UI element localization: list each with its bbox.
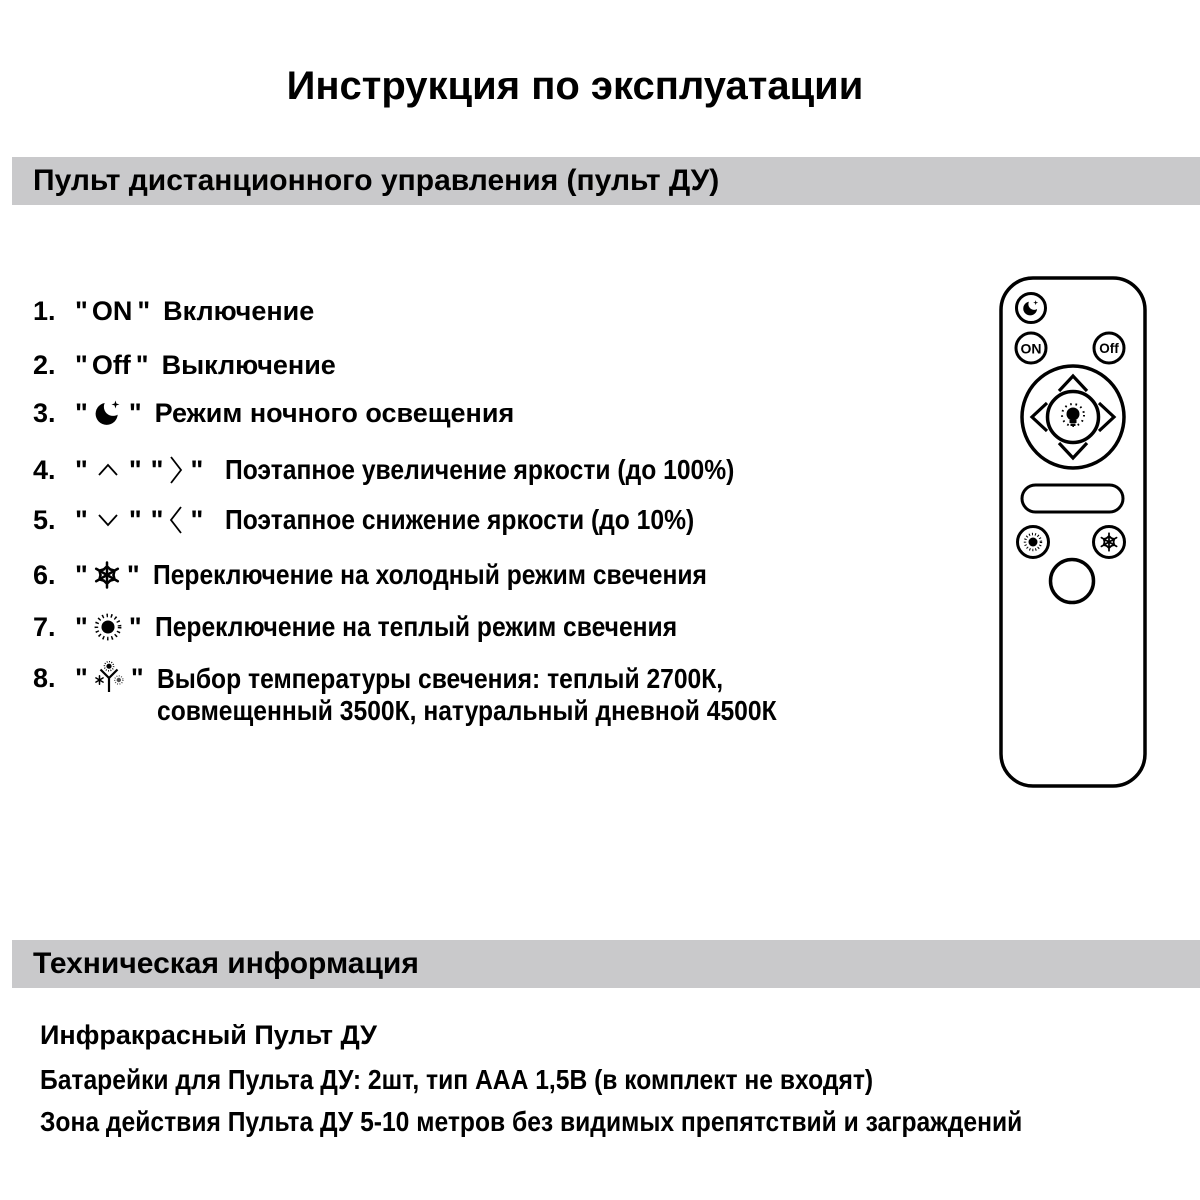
quote-mark: " [75,397,87,428]
item-description: Выключение [161,349,336,380]
list-item-night-mode [33,396,514,430]
sun-icon [92,611,124,643]
item-description: Включение [163,295,315,326]
off-label: Off [91,349,131,380]
item-description: Выбор температуры свечения: теплый 2700К, совмещенный 3500К, натуральный дневной 4500К [156,663,777,726]
remote-off-button [1094,333,1124,363]
remote-warm-button [1018,527,1049,558]
section-heading-tech [12,940,1200,988]
quote-mark: " [137,295,150,326]
quote-mark: " [75,611,87,642]
item-description: Режим ночного освещения [154,397,515,428]
quote-mark: " [150,454,163,485]
quote-mark: " [135,349,148,380]
remote-pill-button [1022,485,1123,512]
temp-select-icon [92,661,126,695]
item-number: 2. [33,349,56,380]
snowflake-icon [92,560,122,590]
moon-star-icon [92,397,124,429]
item-number: 4. [33,454,56,485]
item-number: 7. [33,611,56,642]
list-item-warm-mode [33,610,748,644]
quote-mark: " [128,454,141,485]
section-heading-remote-label: Пульт дистанционного управления (пульт ДУ) [33,164,720,197]
item-description: Переключение на холодный режим свечения [152,559,707,590]
quote-mark: " [75,663,87,693]
item-description: Поэтапное снижение яркости (до 10%) [225,504,695,535]
quote-mark: " [128,504,141,535]
remote-on-label: ON [1020,340,1042,357]
remote-on-button [1016,333,1046,363]
list-item-cold-mode [33,558,782,592]
page-title: Инструкция по эксплуатации [286,64,864,108]
quote-mark: " [190,504,203,535]
remote-night-button [1017,294,1046,323]
tech-info-line: Батарейки для Пульта ДУ: 2шт, тип ААА 1,5В (в комплект не входят) [40,1064,874,1095]
chevron-up-icon [92,458,124,482]
remote-cold-button [1094,527,1125,558]
quote-mark: " [128,611,141,642]
section-heading-tech-label: Техническая информация [33,947,419,980]
remote-round-button [1051,560,1094,603]
remote-dial [1022,366,1124,468]
on-label: ON [91,295,133,326]
list-item-off [33,348,336,382]
quote-mark: " [75,454,87,485]
chevron-left-icon [167,502,185,538]
quote-mark: " [190,454,203,485]
quote-mark: " [150,504,163,535]
list-item-temp-select [33,663,861,727]
section-heading-remote [12,157,1200,205]
item-number: 1. [33,295,56,326]
item-number: 3. [33,397,56,428]
item-description: Переключение на теплый режим свечения [154,611,677,642]
quote-mark: " [75,295,87,326]
list-item-on [33,294,314,328]
tech-info-line: Инфракрасный Пульт ДУ [40,1020,377,1050]
quote-mark: " [126,559,139,590]
chevron-right-icon [167,452,185,488]
item-description: Поэтапное увеличение яркости (до 100%) [225,454,735,485]
item-number: 5. [33,504,56,535]
item-number: 6. [33,559,56,590]
item-number: 8. [33,663,56,693]
quote-mark: " [75,559,87,590]
quote-mark: " [75,349,87,380]
quote-mark: " [130,663,143,693]
quote-mark: " [75,504,87,535]
tech-info-line: Зона действия Пульта ДУ 5-10 метров без видимых препятствий и заграждений [40,1106,1023,1137]
quote-mark: " [128,397,141,428]
list-item-brightness-up [33,453,804,487]
remote-off-label: Off [1099,341,1119,356]
remote-illustration [999,276,1147,788]
list-item-brightness-down [33,503,758,537]
chevron-down-icon [92,508,124,532]
